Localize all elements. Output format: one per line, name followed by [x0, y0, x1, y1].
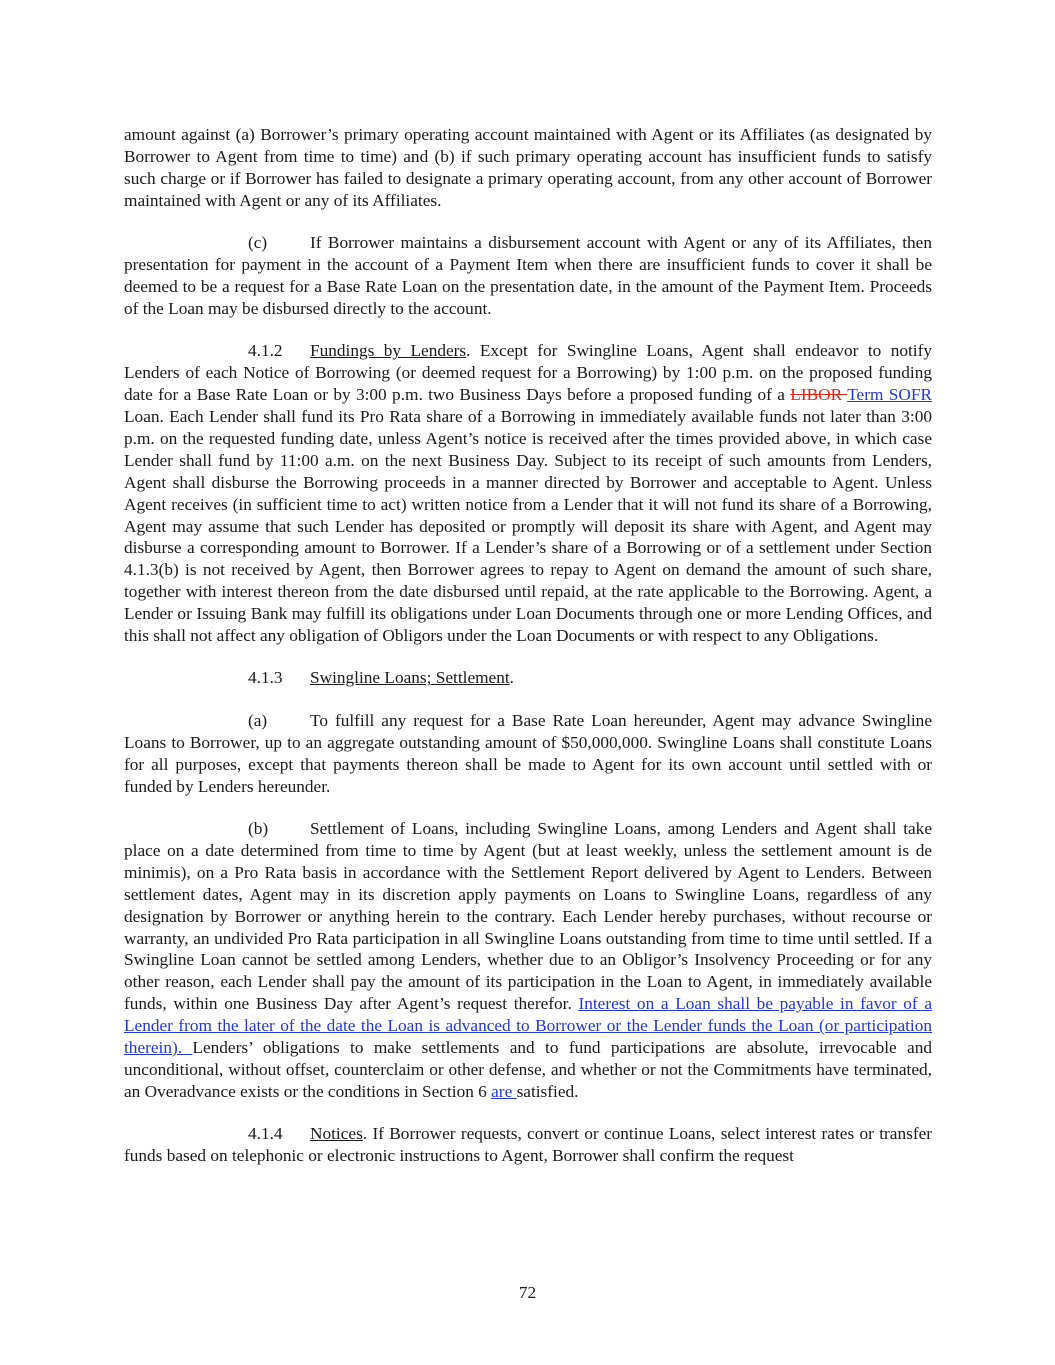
section-number: 4.1.4 — [248, 1124, 283, 1144]
paragraph-text: amount against (a) Borrower’s primary operating account maintained with Agent or its Affiliates (as designated by Borrower to Agent from time to time) and (b) if such primary operating account has insufficient funds to satisfy such charge or if Borrower has failed to designate a primary operating account, from any other account of Borrower maintained with Agent or any of its Affiliates. — [124, 125, 932, 210]
document-page — [124, 124, 932, 1188]
paragraph-text: Lenders’ obligations to make settlements and to fund participations are absolute, irrevocable and unconditional, without offset, counterclaim or other defense, and whether or not the Commitments have terminated, an Overadvance exists or the conditions in Section 6 — [124, 1038, 933, 1101]
section-4-1-4 — [124, 1123, 932, 1167]
section-heading: Fundings by Lenders — [310, 341, 467, 361]
paragraph-4-1-3-b — [124, 818, 932, 1103]
section-4-1-3 — [124, 667, 932, 689]
paragraph-continuation — [124, 124, 932, 212]
paragraph-text: To fulfill any request for a Base Rate Loan hereunder, Agent may advance Swingline Loans to Borrower, up to an aggregate outstanding amount of $50,000,000. Swingline Loans shall constitute Loans for all purposes, except that payments thereon shall be made to Agent for its own account until settled with or funded by Lenders hereunder. — [124, 710, 932, 796]
paragraph-text: satisfied. — [516, 1081, 579, 1101]
paragraph-4-1-3-a — [124, 710, 932, 798]
paragraph-text: . If Borrower requests, convert or continue Loans, select interest rates or transfer funds based on telephonic or electronic instructions to Agent, Borrower shall confirm the request — [124, 1124, 932, 1166]
item-number: (b) — [248, 818, 269, 838]
page-number: 72 — [518, 1283, 537, 1302]
paragraph-text: . Except for Swingline Loans, Agent shall endeavor to notify Lenders of each Notice of Borrowing (or deemed request for a Borrowing) by 1:00 p.m. on the proposed funding date for a Base Rate Loan or by 3:00 p.m. two Business Days before a proposed funding of a — [124, 341, 932, 405]
deleted-text: LIBOR — [790, 385, 848, 405]
heading-period: . — [509, 668, 514, 688]
paragraph-text: Settlement of Loans, including Swingline Loans, among Lenders and Agent shall take place on a date determined from time to time by Agent (but at least weekly, unless the settlement amount is de minimis), on a Pro Rata basis in accordance with the Settlement Report delivered by Agent to Lenders. Between settlement dates, Agent may in its discretion apply payments on Loans to Swingline Loans, regardless of any designation by Borrower or anything herein to the contrary. Each Lender hereby purchases, without recourse or warranty, an undivided Pro Rata participation in all Swingline Loans outstanding from time to time until settled. If a Swingline Loan cannot be settled among Lenders, whether due to an Obligor’s Insolvency Proceeding or for any other reason, each Lender shall pay the amount of its participation in the Loan to Agent, in immediately available funds, within one Business Day after Agent’s request therefor. — [124, 818, 932, 1014]
paragraph-text: If Borrower maintains a disbursement account with Agent or any of its Affiliates, then presentation for payment in the account of a Payment Item when there are insufficient funds to cover it shall be deemed to be a request for a Base Rate Loan on the presentation date, in the amount of the Payment Item. Proceeds of the Loan may be disbursed directly to the account. — [124, 233, 932, 318]
section-heading: Notices — [310, 1124, 363, 1144]
inserted-text: Interest on a Loan shall be payable in favor of a Lender from the later of the date the Loan is advanced to Borrower or the Lender funds the Loan (or participation therein). — [124, 994, 932, 1058]
section-number: 4.1.3 — [248, 668, 283, 688]
paragraph-text: Loan. Each Lender shall fund its Pro Rata share of a Borrowing in immediately available funds not later than 3:00 p.m. on the requested funding date, unless Agent’s notice is received after the times provided above, in which case Lender shall fund by 11:00 a.m. on the next Business Day. Subject to its receipt of such amounts from Lenders, Agent shall disburse the Borrowing proceeds in a manner directed by Borrower and acceptable to Agent. Unless Agent receives (in sufficient time to act) written notice from a Lender that it will not fund its share of a Borrowing, Agent may assume that such Lender has deposited or promptly will deposit its share with Agent, and Agent may disburse a corresponding amount to Borrower. If a Lender’s share of a Borrowing or of a settlement under Section 4.1.3(b) is not received by Agent, then Borrower agrees to repay to Agent on demand the amount of such share, together with interest thereon from the date disbursed until repaid, at the rate applicable to the Borrowing. Agent, a Lender or Issuing Bank may fulfill its obligations under Loan Documents through one or more Lending Offices, and this shall not affect any obligation of Obligors under the Loan Documents or with respect to any Obligations. — [124, 406, 932, 646]
section-number: 4.1.2 — [248, 341, 283, 361]
item-number: (a) — [248, 710, 268, 730]
section-4-1-2 — [124, 340, 932, 647]
inserted-text: are — [491, 1081, 517, 1101]
inserted-text: Term SOFR — [847, 385, 933, 405]
item-number: (c) — [248, 233, 268, 253]
paragraph-c — [124, 232, 932, 320]
section-heading: Swingline Loans; Settlement — [310, 668, 510, 688]
